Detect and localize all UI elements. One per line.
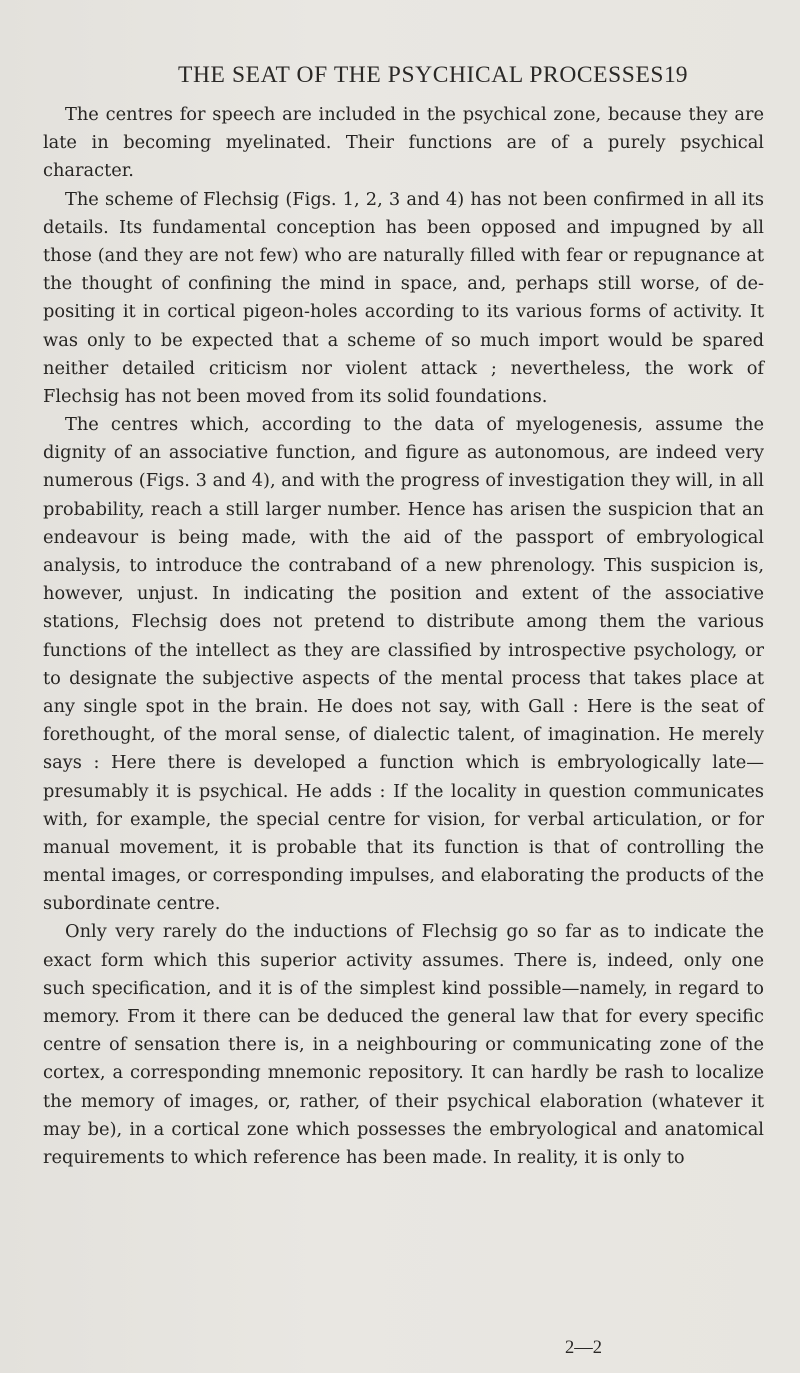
paragraph-memory-inductions: Only very rarely do the inductions of Flechsig go so far as to indicate the exact form which this superior activity assumes. There is, indeed, only one such specification, and it is of the simplest kind possible—namely, in regard to memory. From it there can be deduced the general law that for every specific centre of sensation there is, in a neighbouring or communicating zone of the cortex, a corresponding mnemonic repository. It can hardly be rash to localize the memory of images, or, rather, of their psychical elaboration (whatever it may be), in a cortical zone which possesses the embryological and anatomical requirements to which reference has been made. In reality, it is only to [43,921,764,1168]
paragraph-associative-centres: The centres which, according to the data of myelogenesis, assume the dignity of an associative function, and figure as autonomous, are indeed very numerous (Figs. 3 and 4), and with the progress of investigation they will, in all probability, reach a still larger number. Hence has arisen the suspicion that an endeavour is being made, with the aid of the passport of embryological analysis, to introduce the contraband of a new phrenology. This suspicion is, however, unjust. In indicating the position and extent of the associative stations, Flechsig does not pretend to distribute among them the various functions of the intellect as they are classified by introspective psychology, or to designate the subjective aspects of the mental process that takes place at any single spot in the brain. He does not say, with Gall : Here is the seat of forethought, of the moral sense, of dialectic talent, of imagination. He merely says : Here there is developed a function which is embryologically late—presumably it is psychical. He adds : If the locality in question communicates with, for example, the special centre for vision, for verbal articulation, or for manual movement, it is probable that its function is that of controlling the mental images, or corresponding impulses, and elaborating the products of the subordinate centre. [43,414,764,915]
paragraph-flechsig-scheme: The scheme of Flechsig (Figs. 1, 2, 3 and 4) has not been confirmed in all its details. Its fundamental conception has been opposed and impugned by all those (and they are not few) who are naturally filled with fear or repugnance at the thought of confining the mind in space, and, perhaps still worse, of depositing it in cortical pigeon-holes according to its various forms of activity. It was only to be expected that a scheme of so much import would be spared neither detailed criticism nor violent attack ; nevertheless, the work of Flechsig has not been moved from its solid foundations. [43,188,764,407]
running-head [0,62,800,92]
paragraph-speech-centres: The centres for speech are included in the psychical zone, because they are late in becoming myelinated. Their functions are of a purely psychical character. [43,104,764,182]
running-title: THE SEAT OF THE PSYCHICAL PROCESSES [178,62,665,88]
body-text [43,101,764,1172]
signature-mark: 2—2 [565,1338,602,1358]
page-number: 19 [664,62,688,88]
